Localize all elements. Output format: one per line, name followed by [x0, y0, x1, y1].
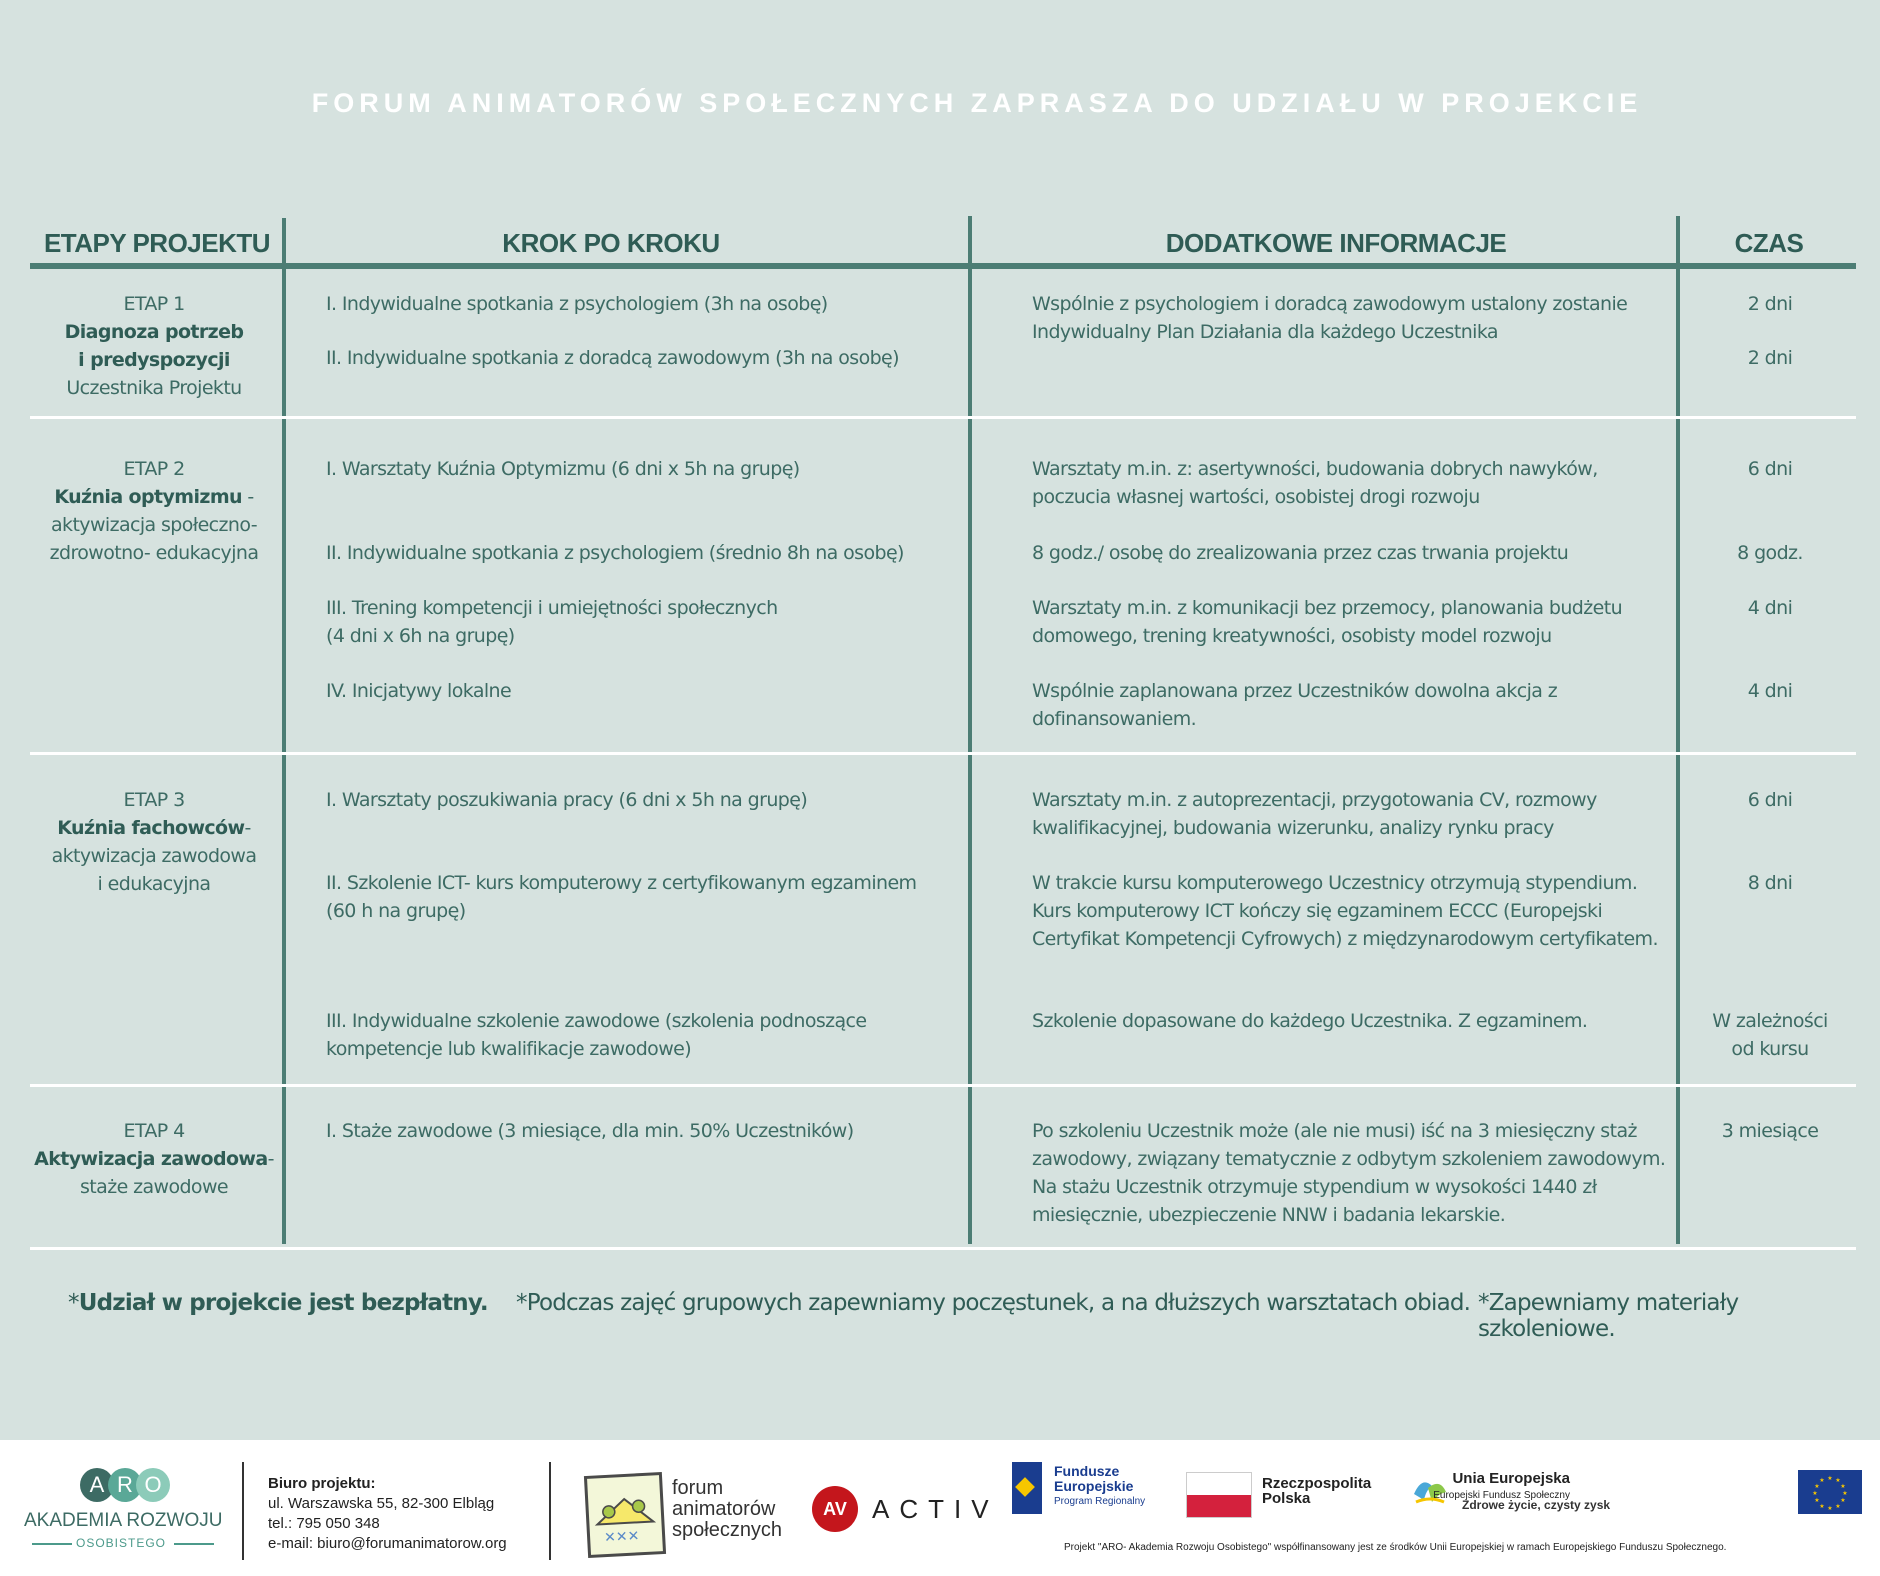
aro-letter: R [108, 1468, 142, 1502]
info-line: domowego, trening kreatywności, osobisty model rozwoju [1032, 625, 1552, 647]
time-value: 2 dni [1747, 293, 1793, 315]
info-text [1032, 594, 1672, 650]
svg-text:★: ★ [1842, 1490, 1848, 1497]
forum-logo-drawing [587, 1475, 663, 1555]
column-divider [968, 216, 972, 1244]
fe-flag-icon [1012, 1462, 1042, 1514]
step-text [326, 594, 946, 650]
header-stages: ETAPY PROJEKTU [43, 228, 271, 258]
project-office [268, 1474, 507, 1554]
forum-logo-line: forum [672, 1477, 724, 1499]
rp-line: Rzeczpospolita [1262, 1475, 1372, 1492]
info-line: Warsztaty m.in. z komunikacji bez przemocy, planowania budżetu [1032, 597, 1623, 619]
activ-name: ACTIV [872, 1493, 999, 1524]
info-line: miesięcznie, ubezpieczenie NNW i badania lekarskie. [1032, 1204, 1506, 1226]
info-line: Certyfikat Kompetencji Cyfrowych) z międzynarodowym certyfikatem. [1032, 928, 1658, 950]
stage-name: Kuźnia fachowców [57, 817, 245, 839]
info-line: Kurs komputerowy ICT kończy się egzaminem ECCC (Europejski [1032, 900, 1603, 922]
fe-title-line: Europejskie [1054, 1478, 1134, 1494]
stage-label: ETAP 2 [123, 458, 185, 480]
note-materials: *Zapewniamy materiały szkoleniowe. [1478, 1290, 1739, 1342]
stage-description: zdrowotno- edukacyjna [49, 542, 259, 564]
note-catering: *Podczas zajęć grupowych zapewniamy poczęstunek, a na dłuższych warsztatach obiad. [516, 1290, 1471, 1316]
stage-name: Kuźnia optymizmu [54, 486, 242, 508]
step-text: I. Warsztaty poszukiwania pracy (6 dni x 5h na grupę) [326, 789, 808, 811]
office-phone: tel.: 795 050 348 [268, 1515, 380, 1532]
svg-text:★: ★ [1812, 1490, 1818, 1497]
activ-logo [812, 1486, 999, 1532]
svg-text:★: ★ [1840, 1483, 1846, 1490]
stage-description: aktywizacja społeczno- [51, 514, 257, 536]
stage-4 [29, 1117, 279, 1201]
info-text [1032, 786, 1672, 842]
note-free [68, 1290, 488, 1316]
row-divider [30, 752, 1856, 755]
office-email: e-mail: biuro@forumanimatorow.org [268, 1535, 507, 1552]
stage-description: i edukacyjna [97, 873, 211, 895]
row-divider [30, 1247, 1856, 1250]
stage-description: staże zawodowe [80, 1176, 228, 1198]
stage-name-suffix: - [241, 486, 254, 508]
stage-description: aktywizacja zawodowa [51, 845, 257, 867]
info-text [1032, 677, 1672, 733]
stage-label: ETAP 3 [123, 789, 185, 811]
info-line: Wspólnie z psychologiem i doradcą zawodowym ustalony zostanie [1032, 293, 1628, 315]
step-text [326, 869, 946, 925]
fe-title-line: Fundusze [1054, 1463, 1120, 1479]
stage-name-suffix: - [244, 817, 251, 839]
info-text: 8 godz./ osobę do zrealizowania przez czas trwania projektu [1032, 542, 1569, 564]
header-time: CZAS [1734, 228, 1804, 258]
aro-letter: O [136, 1468, 170, 1502]
step-text: IV. Inicjatywy lokalne [326, 680, 512, 702]
step-text: II. Indywidualne spotkania z psychologiem (średnio 8h na osobę) [326, 542, 904, 564]
step-text: I. Staże zawodowe (3 miesiące, dla min. 50% Uczestników) [326, 1120, 854, 1142]
poland-flag-icon [1186, 1472, 1252, 1518]
header-info: DODATKOWE INFORMACJE [1165, 228, 1507, 258]
row-divider [30, 416, 1856, 419]
time-value: 8 dni [1747, 872, 1793, 894]
page-title: FORUM ANIMATORÓW SPOŁECZNYCH ZAPRASZA DO UDZIAŁU W PROJEKCIE [311, 88, 1643, 118]
aro-letter: A [80, 1468, 114, 1502]
ue-title: Unia Europejska [1452, 1470, 1570, 1487]
stage-description: Uczestnika Projektu [66, 377, 242, 399]
aro-underline [174, 1543, 214, 1545]
time-value: 8 godz. [1737, 542, 1803, 564]
info-text [1032, 290, 1672, 346]
info-text: Szkolenie dopasowane do każdego Uczestnika. Z egzaminem. [1032, 1010, 1588, 1032]
activ-mark: AV [812, 1486, 858, 1532]
info-line: Warsztaty m.in. z: asertywności, budowania dobrych nawyków, [1032, 458, 1598, 480]
time-value [1680, 1007, 1860, 1063]
footer-separator [242, 1462, 244, 1560]
time-value: 6 dni [1747, 458, 1793, 480]
step-line: III. Trening kompetencji i umiejętności społecznych [326, 597, 778, 619]
column-divider [282, 218, 286, 1244]
info-text [1032, 455, 1672, 511]
time-line: od kursu [1731, 1038, 1809, 1060]
stage-name: i predyspozycji [78, 349, 230, 371]
project-funding-note: Projekt "ARO- Akademia Rozwoju Osobistego" współfinansowany jest ze środków Unii Europejskiej w ramach Europejskiego Funduszu Społecznego. [1064, 1542, 1727, 1553]
svg-text:★: ★ [1835, 1477, 1841, 1484]
svg-text:★: ★ [1840, 1497, 1846, 1504]
time-line: W zależności [1712, 1010, 1828, 1032]
office-address: ul. Warszawska 55, 82-300 Elbląg [268, 1495, 495, 1512]
eu-flag-icon [1798, 1470, 1862, 1514]
stage-1 [29, 290, 279, 402]
time-value: 3 miesiące [1721, 1120, 1819, 1142]
info-line: dofinansowaniem. [1032, 708, 1197, 730]
step-line: kompetencje lub kwalifikacje zawodowe) [326, 1038, 692, 1060]
svg-text:★: ★ [1827, 1505, 1833, 1512]
time-value: 4 dni [1747, 680, 1793, 702]
stage-label: ETAP 1 [123, 293, 185, 315]
step-line: (4 dni x 6h na grupę) [326, 625, 515, 647]
fe-title [1054, 1464, 1133, 1494]
footer [0, 1440, 1880, 1576]
forum-logo-line: animatorów [672, 1498, 776, 1520]
forum-logo-icon [584, 1472, 666, 1558]
step-text [326, 1007, 946, 1063]
step-line: (60 h na grupę) [326, 900, 466, 922]
time-value: 2 dni [1747, 347, 1793, 369]
time-value: 6 dni [1747, 789, 1793, 811]
aro-underline [32, 1543, 72, 1545]
svg-text:★: ★ [1819, 1503, 1825, 1510]
stage-3 [29, 786, 279, 898]
svg-text:★: ★ [1827, 1475, 1833, 1482]
stage-name: Aktywizacja zawodowa [34, 1148, 268, 1170]
svg-text:✕✕✕: ✕✕✕ [603, 1528, 640, 1547]
info-line: Po szkoleniu Uczestnik może (ale nie musi) iść na 3 miesięczny staż [1032, 1120, 1637, 1142]
stage-name-suffix: - [267, 1148, 274, 1170]
stage-2 [29, 455, 279, 567]
forum-logo-line: społecznych [672, 1519, 783, 1541]
info-line: Wspólnie zaplanowana przez Uczestników dowolna akcja z [1032, 680, 1558, 702]
note-free-text: Udział w projekcie jest bezpłatny. [78, 1290, 488, 1316]
info-line: zawodowy, związany tematycznie z odbytym szkoleniem zawodowym. [1032, 1148, 1666, 1170]
note-asterisk: * [68, 1290, 79, 1316]
svg-text:★: ★ [1814, 1483, 1820, 1490]
ue-subtitle: Europejski Fundusz Społeczny [1433, 1490, 1570, 1501]
footer-separator [549, 1462, 551, 1560]
header-steps: KROK PO KROKU [502, 228, 720, 258]
aro-name: AKADEMIA ROZWOJU [24, 1510, 223, 1531]
info-line: Warsztaty m.in. z autoprezentacji, przygotowania CV, rozmowy [1032, 789, 1597, 811]
forum-animatorow-logo [584, 1468, 783, 1558]
step-text: I. Warsztaty Kuźnia Optymizmu (6 dni x 5h na grupę) [326, 458, 800, 480]
info-line: kwalifikacyjnej, budowania wizerunku, analizy rynku pracy [1032, 817, 1554, 839]
rp-line: Polska [1262, 1490, 1311, 1507]
step-line: III. Indywidualne szkolenie zawodowe (szkolenia podnoszące [326, 1010, 867, 1032]
stage-label: ETAP 4 [123, 1120, 185, 1142]
aro-circles [80, 1468, 164, 1502]
step-text: II. Indywidualne spotkania z doradcą zawodowym (3h na osobę) [326, 347, 899, 369]
stage-name: Diagnoza potrzeb [64, 321, 244, 343]
svg-text:★: ★ [1819, 1477, 1825, 1484]
step-line: II. Szkolenie ICT- kurs komputerowy z certyfikowanym egzaminem [326, 872, 917, 894]
info-line: poczucia własnej wartości, osobistej drogi rozwoju [1032, 486, 1480, 508]
aro-subtitle: OSOBISTEGO [76, 1536, 167, 1550]
row-divider [30, 1084, 1856, 1087]
svg-text:★: ★ [1835, 1503, 1841, 1510]
step-text: I. Indywidualne spotkania z psychologiem (3h na osobę) [326, 293, 828, 315]
svg-text:★: ★ [1814, 1497, 1820, 1504]
info-line: Indywidualny Plan Działania dla każdego Uczestnika [1032, 321, 1498, 343]
info-line: Na stażu Uczestnik otrzymuje stypendium w wysokości 1440 zł [1032, 1176, 1597, 1198]
aro-logo [24, 1468, 234, 1558]
header-divider [30, 263, 1856, 269]
forum-logo-text [672, 1478, 782, 1541]
fe-subtitle: Program Regionalny [1054, 1496, 1146, 1507]
office-title: Biuro projektu: [268, 1475, 376, 1492]
warmia-mazury-slogan: Zdrowe życie, czysty zysk [1462, 1498, 1611, 1512]
info-text [1032, 869, 1672, 953]
rp-text [1262, 1476, 1371, 1506]
info-line: W trakcie kursu komputerowego Uczestnicy otrzymują stypendium. [1032, 872, 1638, 894]
time-value: 4 dni [1747, 597, 1793, 619]
info-text [1032, 1117, 1672, 1229]
